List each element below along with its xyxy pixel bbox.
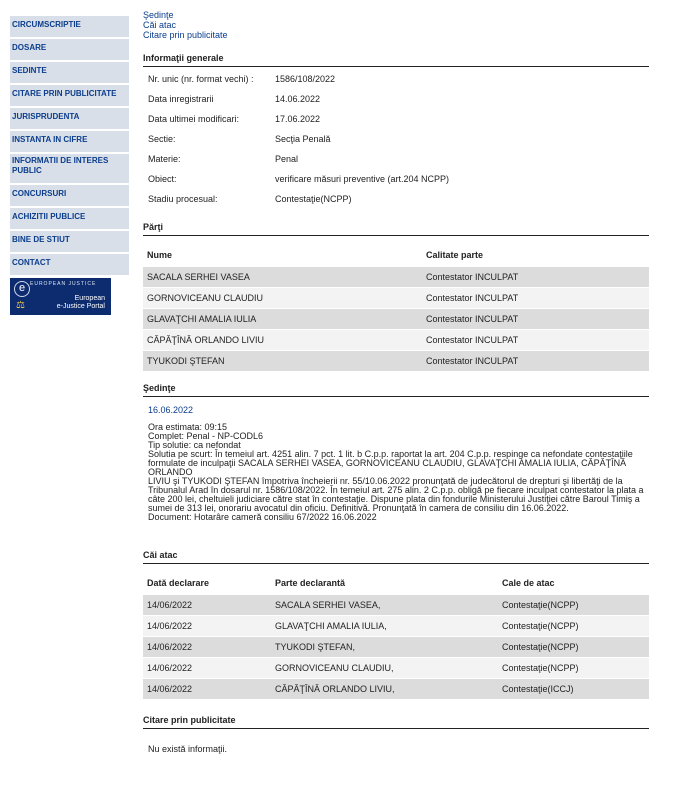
section-title-cai-atac: Căi atac [143, 550, 649, 564]
scales-icon: ⚖ [16, 300, 25, 311]
table-row [143, 351, 649, 372]
table-cell: SACALA SERHEI VASEA, [271, 595, 498, 616]
table-cell: Contestaţie(NCPP) [498, 658, 649, 679]
nav-sedinte[interactable]: SEDINTE [10, 62, 129, 83]
hearing-line: formulate de inculpaţii SACALA SERHEI VASEA, GORNOVICEANU CLAUDIU, GLAVAŢCHI AMALIA IULIA, CĂPĂŢÎNĂ ORLANDO [148, 458, 627, 477]
hearing-date: 16.06.2022 [148, 405, 194, 415]
info-row-stadiu [143, 189, 649, 209]
nav-concursuri[interactable]: CONCURSURI [10, 185, 129, 206]
info-label: Sectie: [148, 134, 176, 144]
table-cell: 14/06/2022 [143, 658, 271, 679]
hearing-line: Tribunalul Arad în dosarul nr. 1586/108/2022. În temeiul art. 275 alin. 2 C.p.p. obligă pe fiecare inculpat contestator la plata a [148, 485, 644, 495]
citare-empty-message: Nu există informaţii. [148, 744, 228, 754]
nav-instanta-in-cifre[interactable]: INSTANTA IN CIFRE [10, 131, 129, 152]
info-value: Contestaţie(NCPP) [275, 194, 352, 204]
table-cell: Contestator INCULPAT [422, 267, 649, 288]
table-cell: Contestaţie(ICCJ) [498, 679, 649, 700]
nav-achizitii-publice[interactable]: ACHIZITII PUBLICE [10, 208, 129, 229]
table-cell: Contestaţie(NCPP) [498, 595, 649, 616]
nav-dosare[interactable]: DOSARE [10, 39, 129, 60]
table-cell: Contestaţie(NCPP) [498, 616, 649, 637]
hearing-line: câte 200 lei, cheltuieli judiciare către stat în contestaţie. Dispune plata din fondurile Ministerului Justiţiei către Baroul Timiş a [148, 494, 640, 504]
section-title-parti: Părţi [143, 222, 649, 236]
col-header-calitate: Calitate parte [426, 250, 484, 260]
table-cell: GLAVAŢCHI AMALIA IULIA [143, 309, 422, 330]
table-cell: Contestator INCULPAT [422, 351, 649, 372]
col-header-nume: Nume [147, 250, 173, 260]
link-cai-atac[interactable]: Căi atac [143, 20, 177, 30]
parti-table [143, 244, 649, 371]
link-sedinte[interactable]: Şedinţe [143, 10, 174, 20]
table-cell: TYUKODI ŞTEFAN [143, 351, 422, 372]
logo-line2: e-Justice Portal [56, 303, 105, 310]
main-content [143, 10, 649, 754]
info-row-obiect [143, 169, 649, 189]
hearing-document: Document: Hotarâre cameră consiliu 67/2022 16.06.2022 [148, 512, 377, 522]
hearing-line: LIVIU şi TYUKODI ŞTEFAN împotriva încheierii nr. 55/10.06.2022 pronunţată de judecătorul de drepturi şi libertăţi de la [148, 476, 623, 486]
section-title-citare: Citare prin publicitate [143, 715, 649, 729]
table-cell: 14/06/2022 [143, 616, 271, 637]
section-title-informatii-generale: Informaţii generale [143, 53, 649, 67]
info-value: 1586/108/2022 [275, 74, 336, 84]
table-row [143, 288, 649, 309]
table-cell: CĂPĂŢÎNĂ ORLANDO LIVIU, [271, 679, 498, 700]
sidebar-nav [10, 16, 129, 315]
nav-citare-prin-publicitate[interactable]: CITARE PRIN PUBLICITATE [10, 85, 129, 106]
table-cell: GORNOVICEANU CLAUDIU, [271, 658, 498, 679]
table-cell: 14/06/2022 [143, 595, 271, 616]
link-citare-prin-publicitate[interactable]: Citare prin publicitate [143, 30, 228, 40]
table-cell: 14/06/2022 [143, 679, 271, 700]
info-label: Stadiu procesual: [148, 194, 218, 204]
nav-jurisprudenta[interactable]: JURISPRUDENTA [10, 108, 129, 129]
table-row [143, 616, 649, 637]
hearing-line: sumei de 313 lei, onorariu avocatul din oficiu. Definitivă. Pronunţată în camera de consiliu din 16.06.2022. [148, 503, 569, 513]
info-label: Nr. unic (nr. format vechi) : [148, 74, 254, 84]
info-row-sectie [143, 129, 649, 149]
table-cell: 14/06/2022 [143, 637, 271, 658]
hearing-line: Ora estimata: 09:15 [148, 422, 228, 432]
info-row-nr-unic [143, 69, 649, 89]
section-title-sedinte: Şedinţe [143, 383, 649, 397]
info-label: Obiect: [148, 174, 177, 184]
info-row-data-inregistrarii [143, 89, 649, 109]
table-header-row [143, 572, 649, 595]
hearing-block [143, 397, 649, 522]
info-value: Secţia Penală [275, 134, 331, 144]
nav-informatii-interes-public[interactable]: INFORMATII DE INTERES PUBLIC [10, 154, 129, 183]
table-row [143, 330, 649, 351]
general-info [143, 67, 649, 209]
table-row [143, 309, 649, 330]
logo-top-text: EUROPEAN JUSTICE [30, 281, 97, 287]
table-row [143, 637, 649, 658]
european-ejustice-logo[interactable] [10, 278, 111, 315]
hearing-line: Complet: Penal - NP-CODL6 [148, 431, 264, 441]
info-row-data-modificari [143, 109, 649, 129]
logo-line1: European [74, 295, 105, 302]
col-header-parte-declaranta: Parte declarantă [275, 578, 346, 588]
info-value: 14.06.2022 [275, 94, 321, 104]
info-row-materie [143, 149, 649, 169]
table-cell: TYUKODI ŞTEFAN, [271, 637, 498, 658]
hearing-line: Solutia pe scurt: În temeiul art. 4251 alin. 7 pct. 1 lit. b C.p.p. raportat la art. 204 C.p.p. respinge ca nefondate contestaţiile [148, 449, 633, 459]
table-cell: Contestator INCULPAT [422, 330, 649, 351]
col-header-data-declarare: Dată declarare [147, 578, 210, 588]
info-value: 17.06.2022 [275, 114, 321, 124]
table-header-row [143, 244, 649, 267]
nav-bine-de-stiut[interactable]: BINE DE STIUT [10, 231, 129, 252]
info-value: verificare măsuri preventive (art.204 NCPP) [275, 174, 450, 184]
table-cell: Contestator INCULPAT [422, 309, 649, 330]
col-header-cale-de-atac: Cale de atac [502, 578, 555, 588]
table-cell: Contestator INCULPAT [422, 288, 649, 309]
table-row [143, 595, 649, 616]
table-row [143, 679, 649, 700]
ejustice-e-icon: e [14, 281, 30, 297]
table-cell: GORNOVICEANU CLAUDIU [143, 288, 422, 309]
nav-contact[interactable]: CONTACT [10, 254, 129, 275]
table-cell: CĂPĂŢÎNĂ ORLANDO LIVIU [143, 330, 422, 351]
info-label: Data inregistrarii [148, 94, 214, 104]
table-row [143, 658, 649, 679]
info-label: Materie: [148, 154, 181, 164]
table-cell: GLAVAŢCHI AMALIA IULIA, [271, 616, 498, 637]
info-value: Penal [275, 154, 299, 164]
nav-circumscriptie[interactable]: CIRCUMSCRIPTIE [10, 16, 129, 37]
table-cell: SACALA SERHEI VASEA [143, 267, 422, 288]
table-cell: Contestaţie(NCPP) [498, 637, 649, 658]
cai-atac-table [143, 572, 649, 699]
hearing-line: Tip solutie: ca nefondat [148, 440, 241, 450]
info-label: Data ultimei modificari: [148, 114, 240, 124]
table-row [143, 267, 649, 288]
